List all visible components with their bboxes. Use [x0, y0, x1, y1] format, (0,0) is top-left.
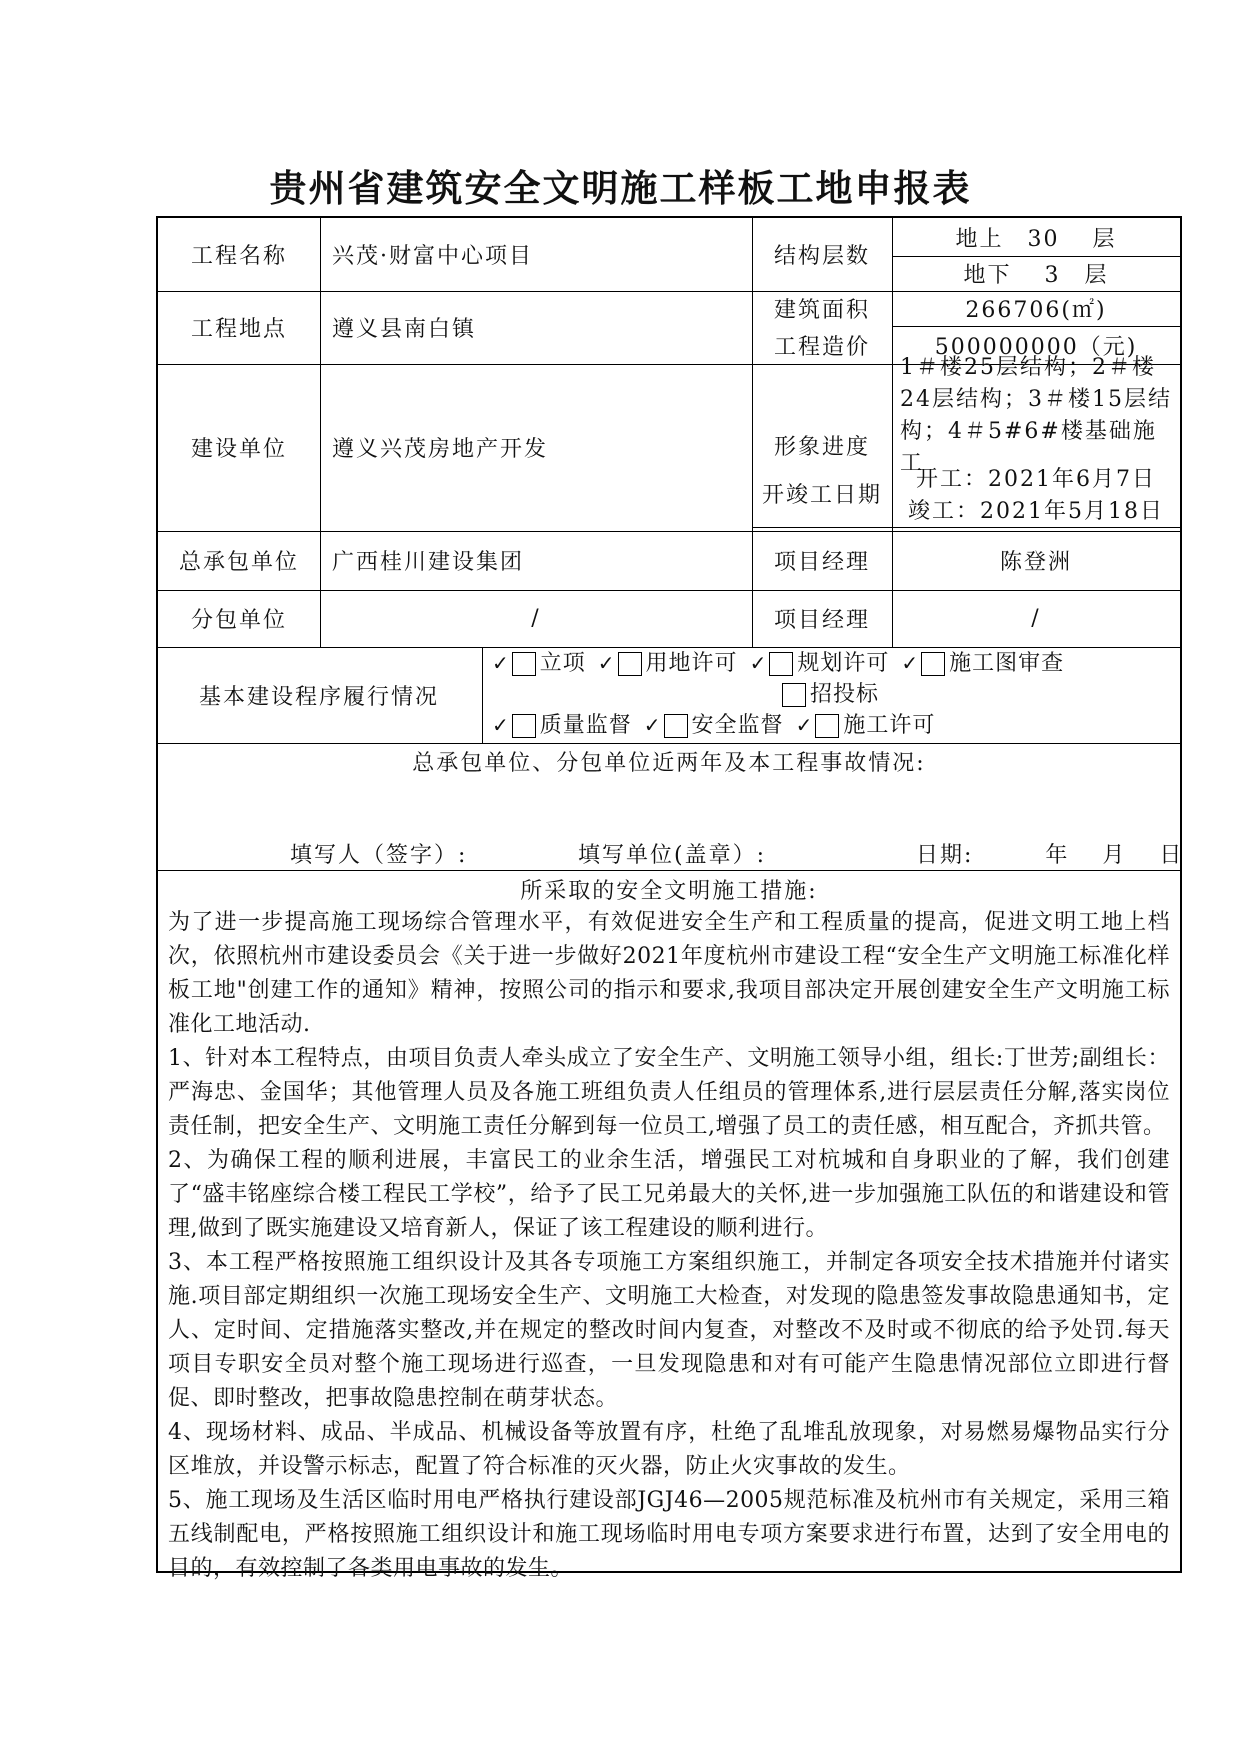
builder-value: 遵义兴茂房地产开发 — [332, 437, 549, 462]
contractor-label: 总承包单位 — [178, 550, 299, 575]
checkbox-bidding[interactable]: 招投标 — [782, 679, 879, 710]
start-date: 开工：2021年6月7日 — [916, 466, 1156, 492]
project-name-label: 工程名称 — [190, 244, 287, 269]
checkbox-drawing-review[interactable]: ✓ 施工图审查 — [901, 651, 1065, 676]
progress-label: 形象进度 — [773, 435, 870, 460]
checkbox-quality-supervision[interactable]: ✓ 质量监督 — [492, 713, 632, 738]
checkbox-safety-supervision[interactable]: ✓ 安全监督 — [643, 713, 784, 738]
contractor-pm-label: 项目经理 — [773, 550, 870, 575]
subcontractor-label: 分包单位 — [190, 608, 287, 633]
cost-label: 工程造价 — [773, 334, 870, 360]
floors-below: 地下 3 层 — [963, 263, 1109, 288]
project-name-value: 兴茂·财富中心项目 — [332, 244, 533, 269]
checkbox-land-permit[interactable]: ✓ 用地许可 — [597, 651, 738, 676]
checkbox-planning-permit[interactable]: ✓ 规划许可 — [749, 651, 890, 676]
subcontractor-value: / — [531, 606, 541, 631]
measures-body — [168, 906, 1170, 1586]
procedures-checklist — [492, 648, 1178, 742]
end-date: 竣工：2021年5月18日 — [908, 498, 1164, 524]
filler-signature: 填写人（签字）: — [290, 842, 468, 868]
measure-5: 5、施工现场及生活区临时用电严格执行建设部JGJ46—2005规范标准及杭州市有关规定，采用三箱五线制配电，严格按照施工组织设计和施工现场临时用电专项方案要求进行布置，达到了安全用电的目的，有效控制了各类用电事故的发生。 — [168, 1488, 1170, 1581]
subcontractor-pm-value: / — [1031, 606, 1041, 631]
builder-label: 建设单位 — [190, 437, 287, 462]
unit-seal: 填写单位(盖章）: — [578, 842, 766, 868]
measure-4: 4、现场材料、成品、半成品、机械设备等放置有序，杜绝了乱堆乱放现象，对易燃易爆物品实行分区堆放，并设警示标志，配置了符合标准的灭火器，防止火灾事故的发生。 — [168, 1420, 1170, 1479]
measures-heading: 所采取的安全文明施工措施: — [520, 878, 818, 904]
dates-label: 开竣工日期 — [761, 482, 882, 508]
area-label: 建筑面积 — [773, 298, 870, 323]
progress-value: 1＃楼25层结构；2＃楼24层结构；3＃楼15层结构；4＃5#6#楼基础施工 — [900, 355, 1172, 476]
fill-date: 日期: 年 月 日 — [916, 842, 1184, 868]
measure-1: 1、针对本工程特点，由项目负责人牵头成立了安全生产、文明施工领导小组，组长:丁世芳;副组长：严海忠、金国华；其他管理人员及各施工班组负责人任组员的管理体系,进行层层责任分解,落实岗位责任制，把安全生产、文明施工责任分解到每一位员工,增强了员工的责任感，相互配合，齐抓共管。 — [168, 1046, 1170, 1139]
cost-value: 500000000（元) — [934, 334, 1138, 360]
contractor-value: 广西桂川建设集团 — [332, 550, 525, 575]
checkbox-construction-permit[interactable]: ✓ 施工许可 — [795, 713, 936, 738]
page-title: 贵州省建筑安全文明施工样板工地申报表 — [269, 166, 972, 210]
floors-above: 地上 30 层 — [955, 226, 1117, 252]
subcontractor-pm-label: 项目经理 — [773, 608, 870, 633]
structure-label: 结构层数 — [773, 244, 870, 269]
accident-heading: 总承包单位、分包单位近两年及本工程事故情况: — [412, 750, 926, 776]
checkbox-approval[interactable]: ✓ 立项 — [492, 651, 586, 676]
procedures-label: 基本建设程序履行情况 — [198, 684, 439, 710]
measure-3: 3、本工程严格按照施工组织设计及其各专项施工方案组织施工，并制定各项安全技术措施并付诸实施.项目部定期组织一次施工现场安全生产、文明施工大检查，对发现的隐患签发事故隐患通知书，定人、定时间、定措施落实整改,并在规定的整改时间内复查，对整改不及时或不彻底的给予处罚.每天项目专职安全员对整个施工现场进行巡查，一旦发现隐患和对有可能产生隐患情况部位立即进行督促、即时整改，把事故隐患控制在萌芽状态。 — [168, 1250, 1170, 1411]
area-value: 266706(㎡) — [965, 298, 1107, 323]
measure-intro: 为了进一步提高施工现场综合管理水平，有效促进安全生产和工程质量的提高，促进文明工地上档次，依照杭州市建设委员会《关于进一步做好2021年度杭州市建设工程“安全生产文明施工标准化样板工地"创建工作的通知》精神，按照公司的指示和要求,我项目部决定开展创建安全生产文明施工标准化工地活动. — [168, 910, 1170, 1037]
location-label: 工程地点 — [190, 317, 287, 342]
contractor-pm-value: 陈登洲 — [999, 550, 1072, 575]
location-value: 遵义县南白镇 — [332, 317, 477, 342]
measure-2: 2、为确保工程的顺利进展，丰富民工的业余生活，增强民工对杭城和自身职业的了解，我们创建了“盛丰铭座综合楼工程民工学校”，给予了民工兄弟最大的关怀,进一步加强施工队伍的和谐建设和管理,做到了既实施建设又培育新人，保证了该工程建设的顺利进行。 — [168, 1148, 1170, 1241]
